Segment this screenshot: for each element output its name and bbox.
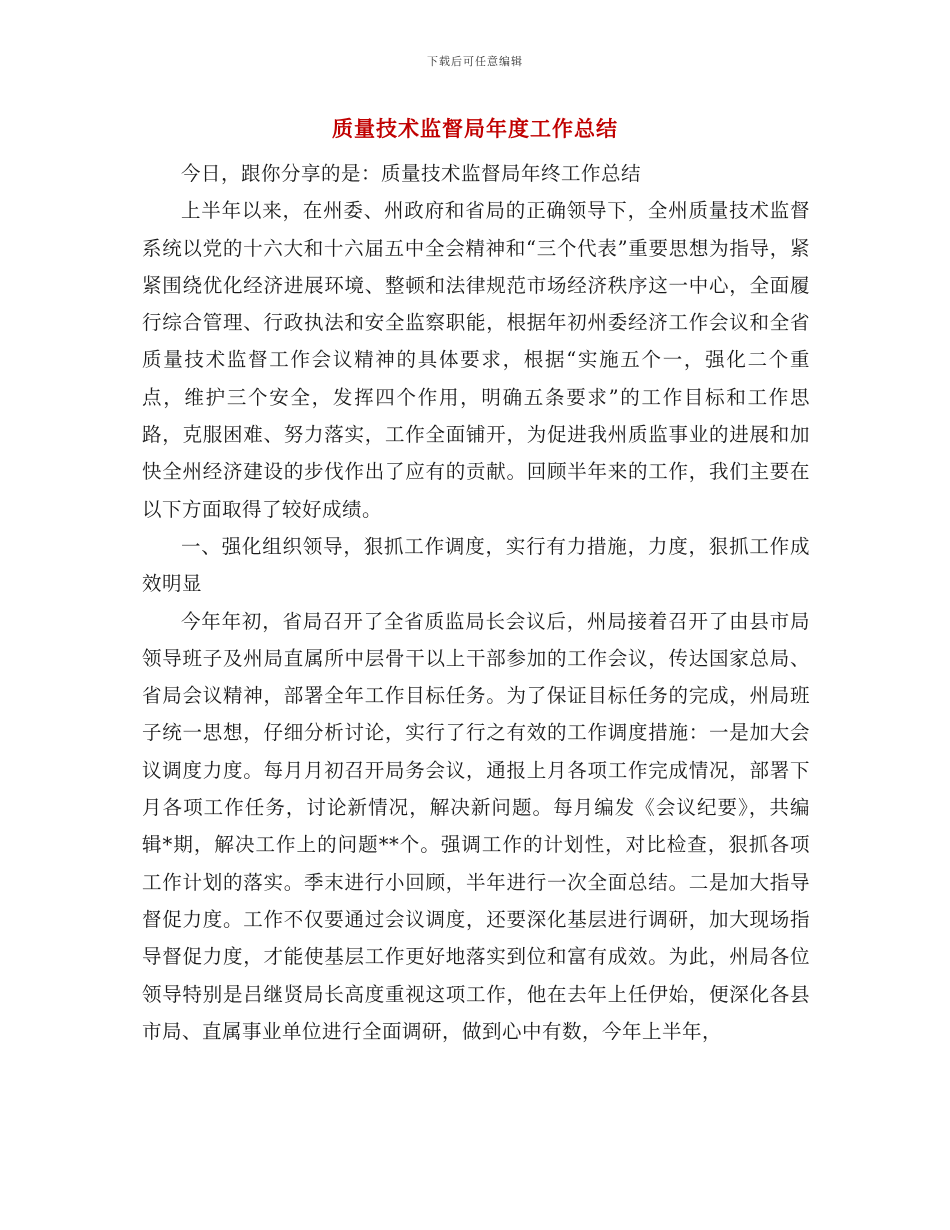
section-heading-1: 一、强化组织领导，狠抓工作调度，实行有力措施，力度，狠抓工作成效明显 [142,534,810,596]
document-body [142,155,810,1050]
paragraph-section-1: 今年年初，省局召开了全省质监局长会议后，州局接着召开了由县市局领导班子及州局直属所中层骨干以上干部参加的工作会议，传达国家总局、省局会议精神，部署全年工作目标任务。为了保证目标任务的完成，州局班子统一思想，仔细分析讨论，实行了行之有效的工作调度措施：一是加大会议调度力度。每月月初召开局务会议，通报上月各项工作完成情况，部署下月各项工作任务，讨论新情况，解决新问题。每月编发《会议纪要》，共编辑*期，解决工作上的问题**个。强调工作的计划性，对比检查，狠抓各项工作计划的落实。季末进行小回顾，半年进行一次全面总结。二是加大指导督促力度。工作不仅要通过会议调度，还要深化基层进行调研，加大现场指导督促力度，才能使基层工作更好地落实到位和富有成效。为此，州局各位领导特别是吕继贤局长高度重视这项工作，他在去年上任伊始，便深化各县市局、直属事业单位进行全面调研，做到心中有数，今年上半年， [142,609,810,1043]
document-title: 质量技术监督局年度工作总结 [332,116,618,141]
paragraph-overview: 上半年以来，在州委、州政府和省局的正确领导下，全州质量技术监督系统以党的十六大和十六届五中全会精神和“三个代表”重要思想为指导，紧紧围绕优化经济进展环境、整顿和法律规范市场经济秩序这一中心，全面履行综合管理、行政执法和安全监察职能，根据年初州委经济工作会议和全省质量技术监督工作会议精神的具体要求，根据“实施五个一，强化二个重点，维护三个安全，发挥四个作用，明确五条要求”的工作目标和工作思路，克服困难、努力落实，工作全面铺开，为促进我州质监事业的进展和加快全州经济建设的步伐作出了应有的贡献。回顾半年来的工作，我们主要在以下方面取得了较好成绩。 [142,199,810,521]
paragraph-intro: 今日，跟你分享的是：质量技术监督局年终工作总结 [181,162,642,185]
header-note: 下载后可任意编辑 [427,55,523,68]
